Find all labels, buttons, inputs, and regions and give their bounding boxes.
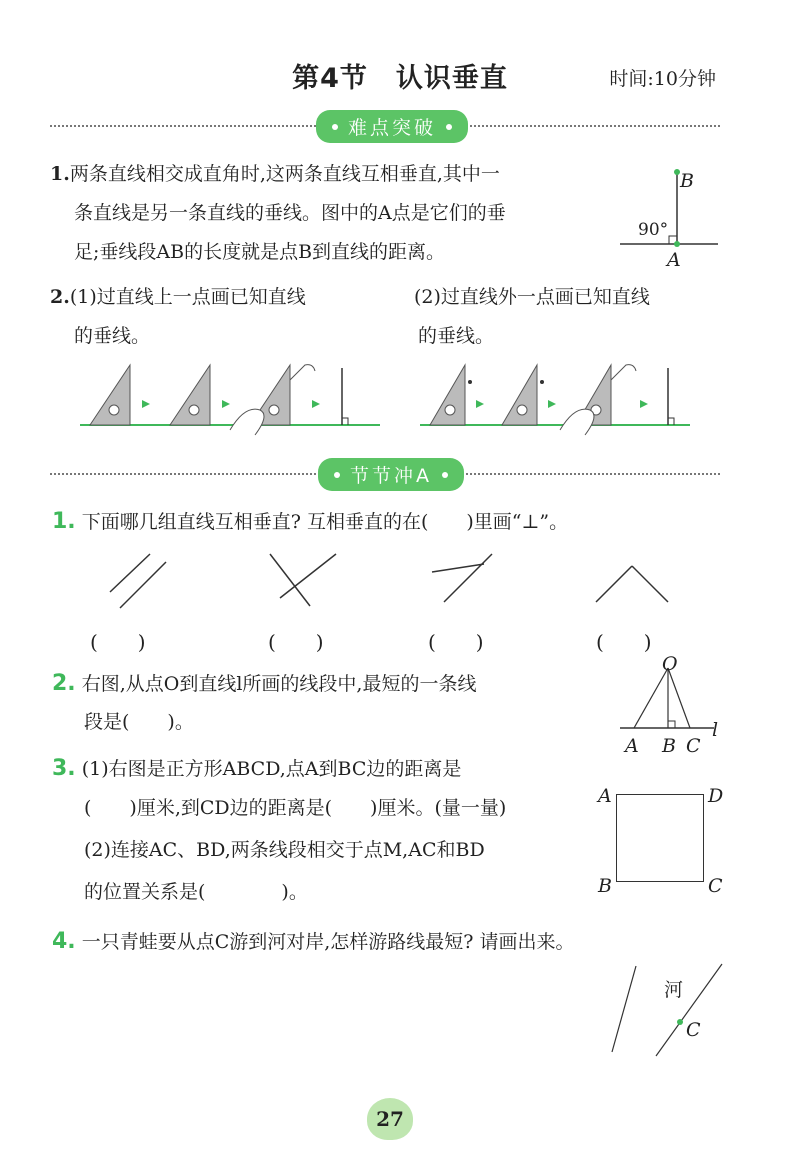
p2-q4-text: 4. 一只青蛙要从点C游到河对岸,怎样游路线最短? 请画出来。 — [52, 929, 575, 954]
bullet-icon — [442, 472, 448, 478]
p2-q3-line1: 3. (1)右图是正方形ABCD,点A到BC边的距离是 — [52, 756, 462, 781]
setsquare-icon — [90, 365, 130, 425]
square-abcd — [616, 794, 704, 882]
answer-box-2[interactable]: ( ) — [268, 630, 324, 654]
p1-q2-a-line2: 的垂线。 — [74, 325, 151, 347]
label-c: C — [708, 875, 723, 897]
p1-q1-line1: 1.两条直线相交成直角时,这两条直线互相垂直,其中一 — [50, 163, 500, 185]
p2-q3-line3: (2)连接AC、BD,两条线段相交于点M,AC和BD — [84, 839, 485, 861]
page-title: 第4节 认识垂直 — [292, 63, 508, 94]
setsquare-icon — [502, 365, 544, 425]
oblique-cross-option — [432, 554, 492, 602]
bullet-icon — [334, 472, 340, 478]
angle-lines-option — [596, 566, 668, 602]
crossing-lines-option — [270, 554, 336, 606]
section-badge-jiejiechong: 节节冲A — [318, 458, 464, 491]
p2-q2-line2[interactable]: 段是( )。 — [84, 711, 194, 733]
arrow-right-icon — [142, 400, 150, 408]
answer-box-3[interactable]: ( ) — [428, 630, 484, 654]
label-b: B — [598, 875, 612, 897]
frog-point-c-dot — [677, 1019, 683, 1025]
answer-box-4[interactable]: ( ) — [596, 630, 652, 654]
label-l: l — [712, 719, 719, 741]
time-limit: 时间:10分钟 — [609, 68, 716, 90]
answer-box-1[interactable]: ( ) — [90, 630, 146, 654]
arrow-right-icon — [312, 400, 320, 408]
p2-q1-text: 1. 下面哪几组直线互相垂直? 互相垂直的在( )里画“⊥”。 — [52, 509, 569, 534]
setsquare-steps-right — [420, 360, 690, 440]
parallel-lines-option — [110, 554, 166, 608]
river-label: 河 — [664, 979, 684, 1001]
label-o: O — [662, 653, 678, 675]
arrow-right-icon — [548, 400, 556, 408]
label-a: A — [667, 249, 681, 271]
bullet-icon — [446, 124, 452, 130]
p1-q1-line3: 足;垂线段AB的长度就是点B到直线的距离。 — [74, 241, 446, 263]
label-b: B — [662, 735, 676, 757]
arrow-right-icon — [640, 400, 648, 408]
label-d: D — [708, 785, 724, 807]
label-90: 90° — [638, 220, 669, 240]
p1-q1-line2: 条直线是另一条直线的垂线。图中的A点是它们的垂 — [74, 202, 506, 224]
arrow-right-icon — [222, 400, 230, 408]
label-c: C — [686, 1019, 701, 1041]
section-badge-nandian: 难点突破 — [316, 110, 468, 143]
perpendicular-result-icon — [668, 368, 674, 425]
p1-q2-b-line2: 的垂线。 — [418, 325, 495, 347]
perpendicular-result-icon — [342, 368, 348, 425]
p1-q2-a-line1: 2.(1)过直线上一点画已知直线 — [50, 286, 306, 308]
p1-q2-b-line1: (2)过直线外一点画已知直线 — [414, 286, 650, 308]
arrow-right-icon — [476, 400, 484, 408]
river-figure — [600, 960, 730, 1060]
p2-q3-line4[interactable]: 的位置关系是( )。 — [84, 881, 308, 903]
label-c: C — [686, 735, 701, 757]
label-b: B — [680, 170, 694, 192]
setsquare-icon — [170, 365, 210, 425]
label-a: A — [598, 785, 612, 807]
p2-q2-line1: 2. 右图,从点O到直线l所画的线段中,最短的一条线 — [52, 671, 477, 696]
bullet-icon — [332, 124, 338, 130]
setsquare-steps-left — [80, 360, 380, 440]
p2-q3-line2[interactable]: ( )厘米,到CD边的距离是( )厘米。(量一量) — [84, 797, 507, 819]
setsquare-icon — [430, 365, 472, 425]
page-number: 27 — [367, 1098, 413, 1140]
label-a: A — [625, 735, 639, 757]
line-pairs-figure — [100, 550, 700, 610]
